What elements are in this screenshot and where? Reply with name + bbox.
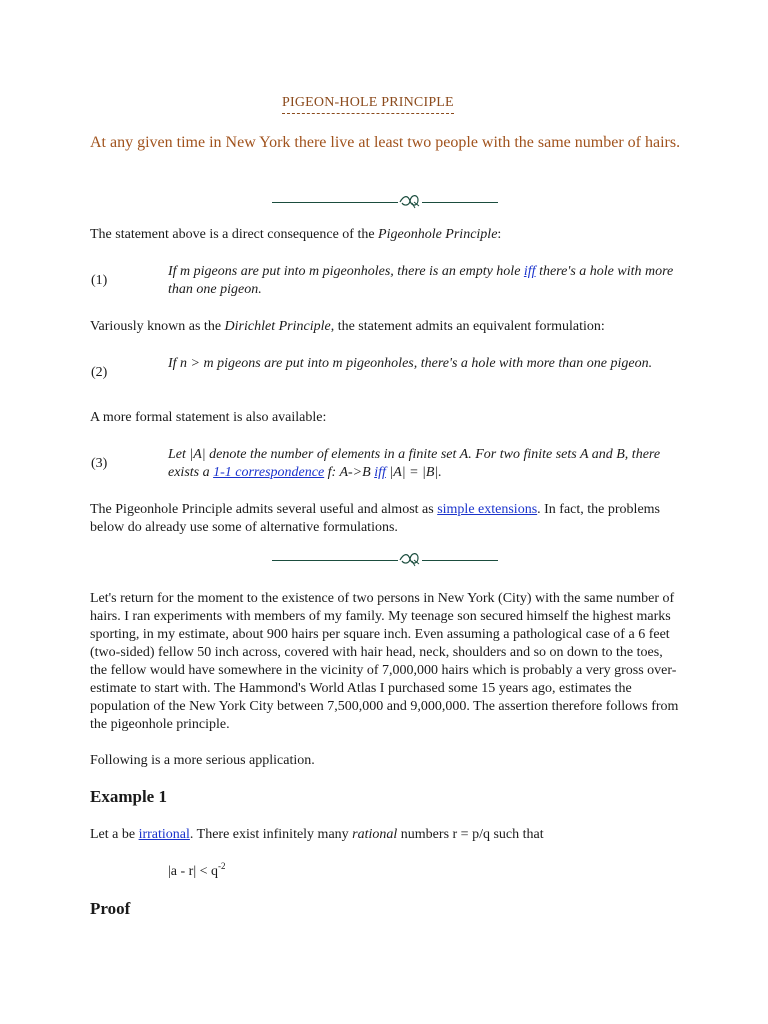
iff-link[interactable]: iff xyxy=(523,264,536,279)
statement-number-2: (2) xyxy=(91,365,108,380)
example-paragraph: Let a be irrational. There exist infinitely many rational numbers r = p/q such that xyxy=(90,827,544,842)
statement-1: If m pigeons are put into m pigeonholes, there is an empty hole iff there's a hole with more than one pigeon. xyxy=(168,264,674,297)
formal-paragraph: A more formal statement is also available: xyxy=(90,410,327,425)
intro-paragraph: The statement above is a direct consequence of the Pigeonhole Principle: xyxy=(90,227,502,242)
variously-paragraph: Variously known as the Dirichlet Principle, the statement admits an equivalent formulation: xyxy=(90,319,605,334)
knot-ornament-icon xyxy=(398,549,422,567)
proof-heading: Proof xyxy=(90,899,131,918)
iff-link-2[interactable]: iff xyxy=(374,465,386,480)
ornament-divider xyxy=(272,190,498,210)
correspondence-link[interactable]: 1-1 correspondence xyxy=(213,465,325,480)
simple-extensions-link[interactable]: simple extensions xyxy=(437,502,538,517)
following-paragraph: Following is a more serious application. xyxy=(90,753,315,768)
example-heading: Example 1 xyxy=(90,787,167,806)
statement-3: Let |A| denote the number of elements in a finite set A. For two finite sets A and B, there exists a 1-1 correspondence f: A->B iff |A| = |B|. xyxy=(168,447,661,480)
statement-2: If n > m pigeons are put into m pigeonholes, there's a hole with more than one pigeon. xyxy=(168,356,653,371)
irrational-link[interactable]: irrational xyxy=(138,827,190,842)
extensions-paragraph: The Pigeonhole Principle admits several useful and almost as simple extensions. In fact, the problems below do already use some of alternative formulations. xyxy=(90,502,660,535)
inequality: $|a - r| < q^{-2}$ xyxy=(168,861,226,879)
knot-ornament-icon xyxy=(398,191,422,209)
statement-number-1: (1) xyxy=(91,273,108,288)
page-title: PIGEON-HOLE PRINCIPLE xyxy=(282,94,454,114)
statement-number-3: (3) xyxy=(91,456,108,471)
lead-statement: At any given time in New York there live at least two people with the same number of hairs. xyxy=(90,134,681,151)
ornament-divider-2 xyxy=(272,548,498,568)
hairs-paragraph: Let's return for the moment to the existence of two persons in New York (City) with the same number of hairs. I ran experiments with members of my family. My teenage son secured himself the highest marks sporting, in my estimate, about 900 hairs per square inch. Even assuming a pathological case of a 6 feet (two-sided) fellow 50 inch across, covered with hair head, neck, shoulders and so on down to the toes, the fellow would have somewhere in the vicinity of 7,000,000 hairs which is probably a very gross over-estimate to start with. The Hammond's World Atlas I purchased some 15 years ago, estimates the population of the New York City between 7,500,000 and 9,000,000. The assertion therefore follows from the pigeonhole principle. xyxy=(90,591,679,732)
